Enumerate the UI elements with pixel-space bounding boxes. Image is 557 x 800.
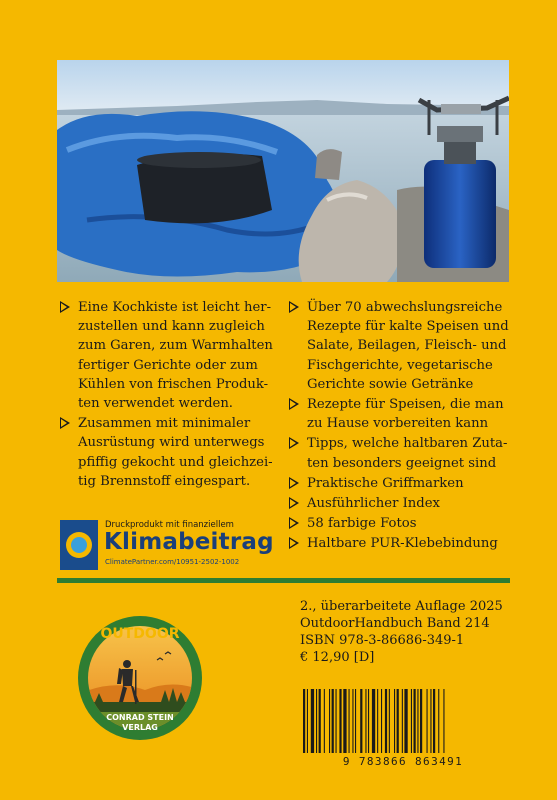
list-item: Tipps, welche haltbaren Zuta- ten besonders geeignet sind [289,434,511,472]
isbn-barcode [297,687,509,759]
triangle-bullet-icon [289,537,299,549]
series-line: OutdoorHandbuch Band 214 [300,616,490,631]
feature-list-right [289,298,511,555]
list-item: Ausführlicher Index [289,494,511,513]
price-line: € 12,90 [D] [300,650,375,665]
list-item: Zusammen mit minimaler Ausrüstung wird unterwegs pfiffig gekocht und gleichzei- tig Brennstoff eingespart. [60,414,280,491]
climate-title: Klimabeitrag [104,529,274,555]
badge-bottom-text-1: CONRAD STEIN [106,713,174,722]
climate-partner-logo [60,520,274,570]
list-item: Über 70 abwechslungsreiche Rezepte für kalte Speisen und Salate, Beilagen, Fleisch- und Fischgerichte, vegetarische Gerichte sowie Getränke [289,298,511,394]
triangle-bullet-icon [289,497,299,509]
climate-url: ClimatePartner.com/10951-2502-1002 [105,558,240,566]
list-item: Haltbare PUR-Klebebindung [289,534,511,553]
barcode-number: 9 783866 863491 [342,755,464,768]
publisher-badge [75,598,205,758]
triangle-bullet-icon [289,517,299,529]
triangle-bullet-icon [60,301,70,313]
triangle-bullet-icon [60,417,70,429]
triangle-bullet-icon [289,437,299,449]
list-item: Praktische Griffmarken [289,474,511,493]
isbn-line: ISBN 978-3-86686-349-1 [300,633,465,648]
edition-line: 2., überarbeitete Auflage 2025 [300,599,503,614]
badge-bottom-text-2: VERLAG [122,723,158,732]
cover-photo [57,60,509,282]
triangle-bullet-icon [289,477,299,489]
book-info [300,598,503,666]
climate-partner-icon [60,520,98,570]
triangle-bullet-icon [289,398,299,410]
list-item: Rezepte für Speisen, die man zu Hause vorbereiten kann [289,395,511,433]
feature-list-left [60,298,280,492]
green-divider [57,578,510,583]
list-item: 58 farbige Fotos [289,514,511,533]
climate-caption: Druckprodukt mit finanziellem [105,520,234,530]
triangle-bullet-icon [289,301,299,313]
badge-top-text: OUTDOOR [100,626,180,642]
list-item: Eine Kochkiste ist leicht her- zustellen und kann zugleich zum Garen, zum Warmhalten fertiger Gerichte oder zum Kühlen von frischen Produk- ten verwendet werden. [60,298,280,413]
